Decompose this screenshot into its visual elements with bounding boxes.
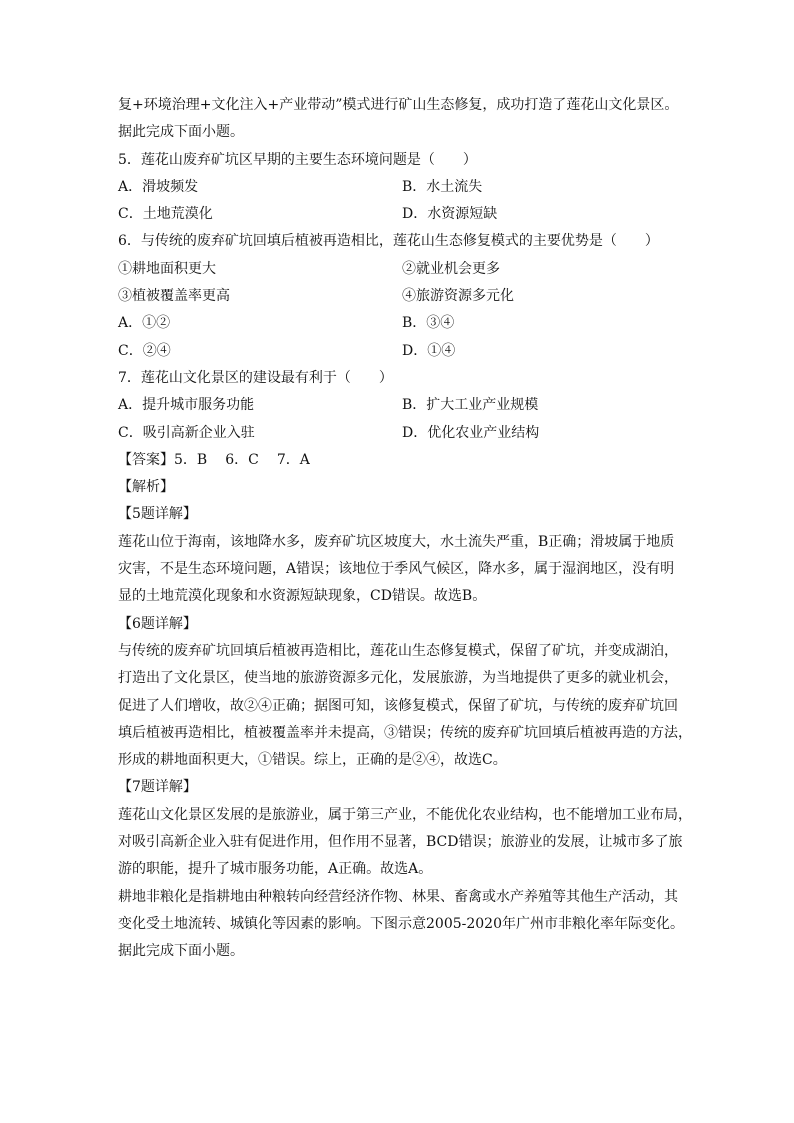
intro-line-1: 复+环境治理+文化注入+产业带动”模式进行矿山生态修复，成功打造了莲花山文化景区。 bbox=[118, 97, 679, 113]
option-5b: B．水土流失 bbox=[402, 178, 483, 195]
detail-7-line: 莲花山文化景区发展的是旅游业，属于第三产业，不能优化农业结构，也不能增加工业布局， bbox=[118, 806, 692, 823]
question-6-options-row-1 bbox=[118, 310, 678, 337]
option-6b: B．③④ bbox=[402, 315, 455, 332]
option-7b: B．扩大工业产业规模 bbox=[402, 397, 539, 414]
answer-item-6: 6．C bbox=[225, 451, 259, 468]
question-6-options-row-2 bbox=[118, 338, 678, 365]
detail-5-line: 显的土地荒漠化现象和水资源短缺现象，CD错误。故选B。 bbox=[118, 588, 487, 605]
statement-6-3: ③植被覆盖率更高 bbox=[118, 288, 230, 305]
detail-7-label: 【7题详解】 bbox=[118, 779, 197, 796]
question-7-options-row-2 bbox=[118, 420, 678, 447]
detail-6-line: 形成的耕地面积更大，①错误。综上，正确的是②④，故选C。 bbox=[118, 752, 507, 769]
next-intro-line: 耕地非粮化是指耕地由种粮转向经营经济作物、林果、畜禽或水产养殖等其他生产活动，其 bbox=[118, 888, 678, 905]
statement-6-2: ②就业机会更多 bbox=[402, 260, 500, 277]
detail-6-line: 打造出了文化景区，使当地的旅游资源多元化，发展旅游，为当地提供了更多的就业机会， bbox=[118, 670, 678, 687]
question-5-options-row-2 bbox=[118, 201, 678, 228]
question-5-options-row-1 bbox=[118, 174, 678, 201]
option-6c: C．②④ bbox=[118, 342, 171, 359]
option-5c: C．土地荒漠化 bbox=[118, 206, 213, 223]
question-6-stem: 6．与传统的废弃矿坑回填后植被再造相比，莲花山生态修复模式的主要优势是（ ） bbox=[118, 233, 659, 250]
statement-6-1: ①耕地面积更大 bbox=[118, 260, 216, 277]
question-5-stem: 5．莲花山废弃矿坑区早期的主要生态环境问题是（ ） bbox=[118, 151, 477, 168]
document-page bbox=[118, 92, 692, 966]
answer-label: 【答案】 bbox=[118, 451, 174, 468]
option-5d: D．水资源短缺 bbox=[402, 206, 498, 223]
detail-6-line: 促进了人们增收，故②④正确；据图可知，该修复模式，保留了矿坑，与传统的废弃矿坑回 bbox=[118, 697, 678, 714]
detail-5-label: 【5题详解】 bbox=[118, 506, 197, 523]
detail-6-line: 与传统的废弃矿坑回填后植被再造相比，莲花山生态修复模式，保留了矿坑，并变成湖泊， bbox=[118, 642, 678, 659]
answer-item-7: 7．A bbox=[276, 451, 310, 468]
option-7d: D．优化农业产业结构 bbox=[402, 424, 540, 441]
question-7-stem: 7．莲花山文化景区的建设最有利于（ ） bbox=[118, 369, 393, 386]
option-7c: C．吸引高新企业入驻 bbox=[118, 424, 255, 441]
question-6-statements-row-2 bbox=[118, 283, 678, 310]
detail-5-line: 灾害，不是生态环境问题，A错误；该地位于季风气候区，降水多，属于湿润地区，没有明 bbox=[118, 561, 675, 578]
analysis-label: 【解析】 bbox=[118, 479, 174, 496]
question-7-options-row-1 bbox=[118, 392, 678, 419]
detail-6-line: 填后植被再造相比，植被覆盖率并未提高，③错误；传统的废弃矿坑回填后植被再造的方法， bbox=[118, 724, 692, 741]
detail-7-line: 对吸引高新企业入驻有促进作用，但作用不显著，BCD错误；旅游业的发展，让城市多了旅 bbox=[118, 834, 683, 851]
detail-7-line: 游的职能，提升了城市服务功能，A正确。故选A。 bbox=[118, 861, 433, 878]
option-7a: A．提升城市服务功能 bbox=[118, 397, 255, 414]
option-6a: A．①② bbox=[118, 315, 171, 332]
detail-6-label: 【6题详解】 bbox=[118, 615, 197, 632]
answer-item-5: 5．B bbox=[174, 451, 208, 468]
detail-5-line: 莲花山位于海南，该地降水多，废弃矿坑区坡度大，水土流失严重，B正确；滑坡属于地质 bbox=[118, 533, 675, 550]
intro-line-2: 据此完成下面小题。 bbox=[118, 124, 244, 141]
option-5a: A．滑坡频发 bbox=[118, 178, 199, 195]
option-6d: D．①④ bbox=[402, 342, 456, 359]
statement-6-4: ④旅游资源多元化 bbox=[402, 288, 514, 305]
next-intro-line: 变化受土地流转、城镇化等因素的影响。下图示意2005-2020年广州市非粮化率年际变化。 bbox=[118, 915, 684, 932]
answer-line bbox=[118, 447, 678, 474]
question-6-statements-row-1 bbox=[118, 256, 678, 283]
next-intro-line: 据此完成下面小题。 bbox=[118, 943, 244, 960]
